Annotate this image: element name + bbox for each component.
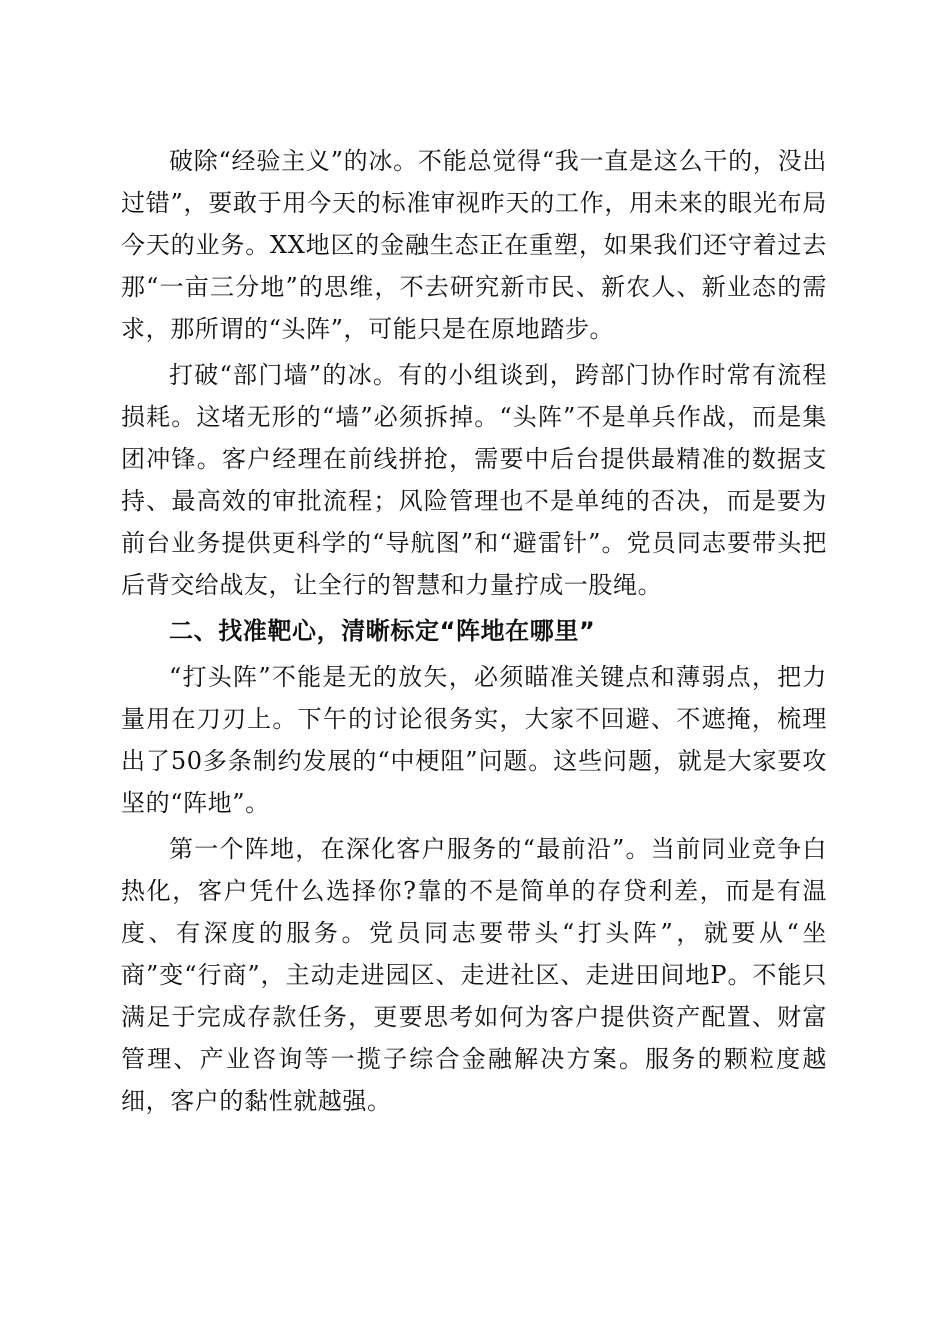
section-heading: 二、找准靶心，清晰标定“阵地在哪里” — [169, 617, 596, 645]
paragraph-experience-ice: 破除“经验主义”的冰。不能总觉得“我一直是这么干的，没出过错”，要敢于用今天的标准审视昨天的工作，用未来的眼光布局今天的业务。XX地区的金融生态正在重塑，如果我们还守着过去那“一亩三分地”的思维，不去研究新市民、新农人、新业态的需求，那所谓的“头阵”，可能只是在原地踏步。 — [121, 147, 827, 343]
paragraph-target-points: “打头阵”不能是无的放矢，必须瞄准关键点和薄弱点，把力量用在刀刃上。下午的讨论很务实，大家不回避、不遮掩，梳理出了50多条制约发展的“中梗阻”问题。这些问题，就是大家要攻坚的“阵地”。 — [121, 663, 827, 817]
paragraph-first-front: 第一个阵地，在深化客户服务的“最前沿”。当前同业竞争白热化，客户凭什么选择你?靠的不是简单的存贷利差，而是有温度、有深度的服务。党员同志要带头“打头阵”，就要从“坐商”变“行商”，主动走进园区、走进社区、走进田间地P。不能只满足于完成存款任务，更要思考如何为客户提供资产配置、财富管理、产业咨询等一揽子综合金融解决方案。服务的颗粒度越细，客户的黏性就越强。 — [121, 835, 827, 1115]
document-page — [121, 140, 827, 1122]
paragraph-department-wall: 打破“部门墙”的冰。有的小组谈到，跨部门协作时常有流程损耗。这堵无形的“墙”必须拆掉。“头阵”不是单兵作战，而是集团冲锋。客户经理在前线拼抢，需要中后台提供最精准的数据支持、最高效的审批流程；风险管理也不是单纯的否决，而是要为前台业务提供更科学的“导航图”和“避雷针”。党员同志要带头把后背交给战友，让全行的智慧和力量拧成一股绳。 — [121, 361, 827, 599]
